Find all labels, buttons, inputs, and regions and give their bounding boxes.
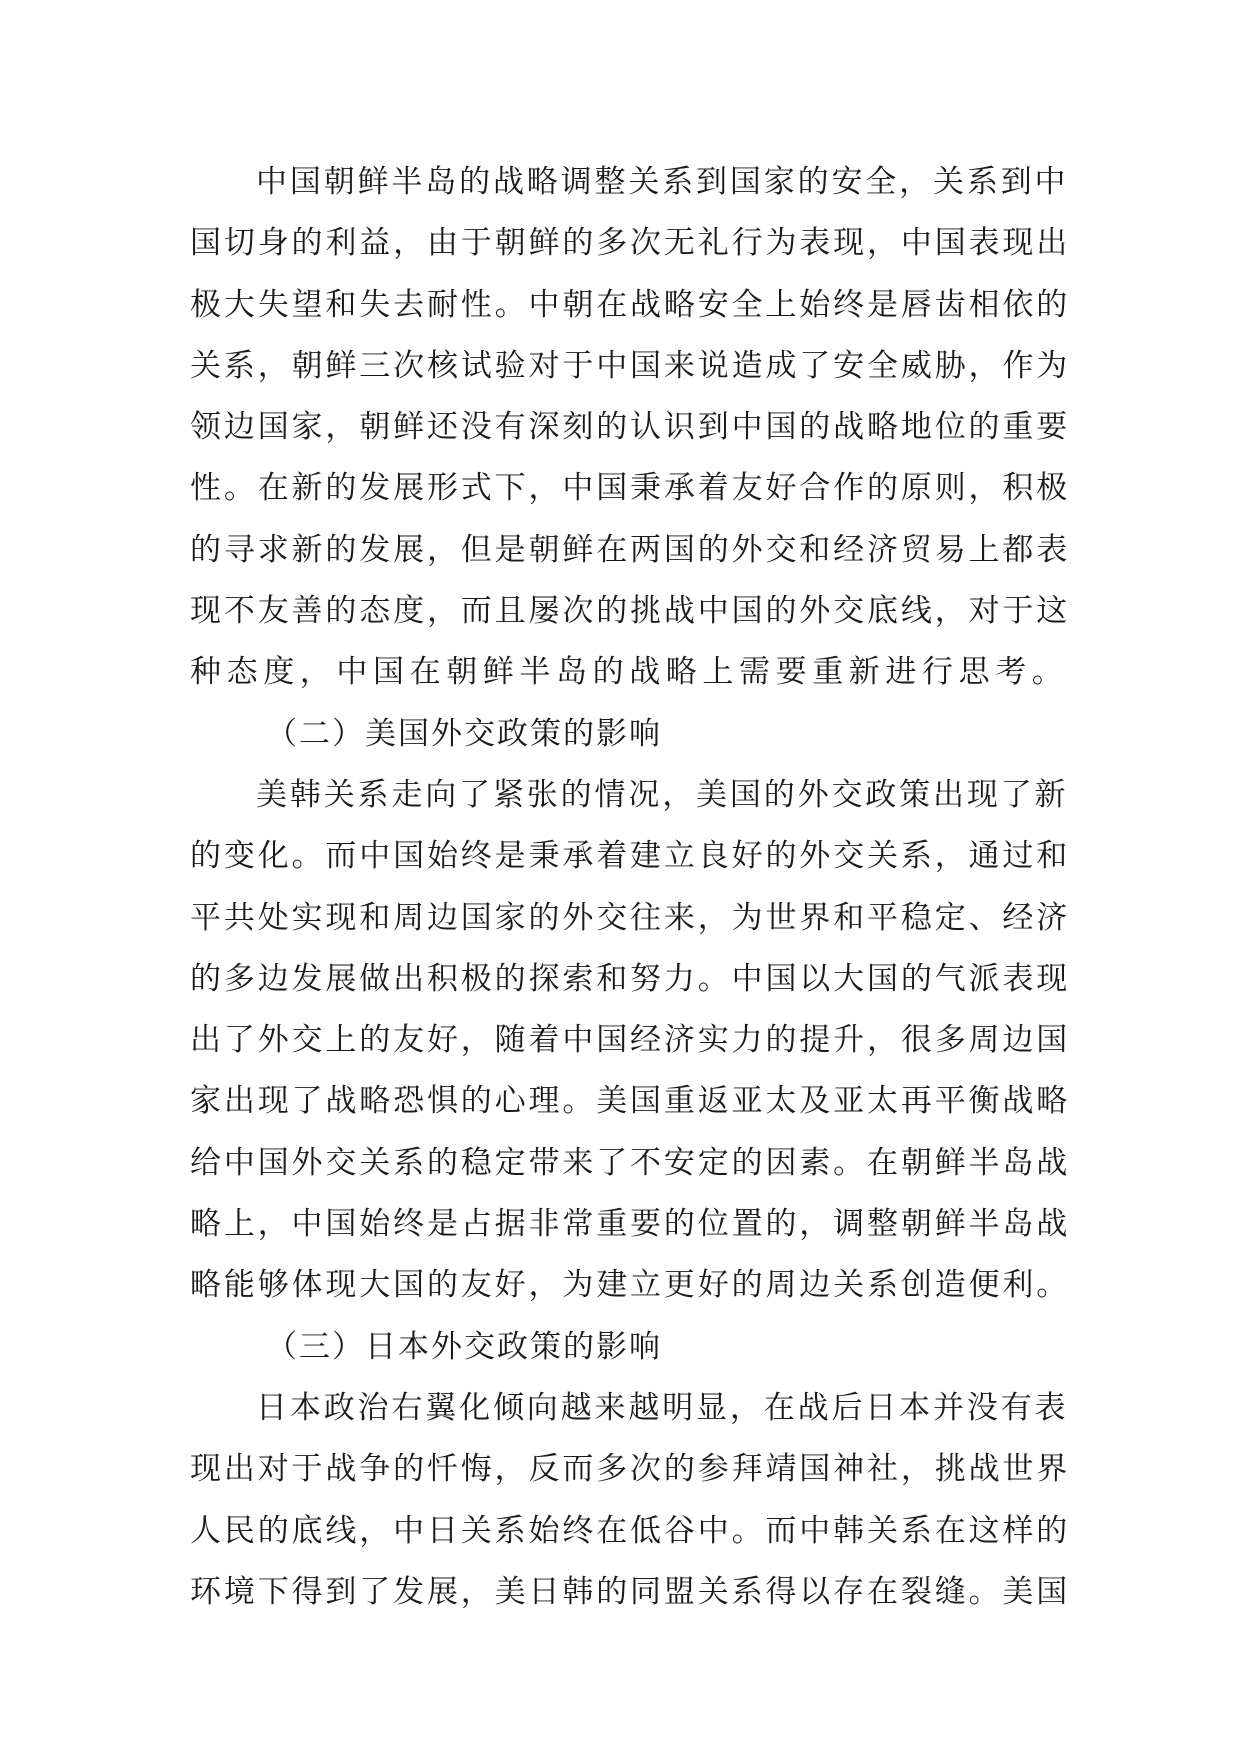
paragraph-2-line-1: 美韩关系走向了紧张的情况，美国的外交政策出现了新 [256,776,1069,813]
paragraph-3-line-1: 日本政治右翼化倾向越来越明显，在战后日本并没有表 [256,1389,1069,1426]
paragraph-2-line-6: 家出现了战略恐惧的心理。美国重返亚太及亚太再平衡战略 [190,1083,1071,1120]
paragraph-2-line-3: 平共处实现和周边国家的外交往来，为世界和平稳定、经济 [190,899,1071,936]
paragraph-1-line-5: 领边国家，朝鲜还没有深刻的认识到中国的战略地位的重要 [190,409,1071,446]
paragraph-1-line-7: 的寻求新的发展，但是朝鲜在两国的外交和经济贸易上都表 [190,531,1071,568]
paragraph-1-line-6: 性。在新的发展形式下，中国秉承着友好合作的原则，积极 [190,470,1071,507]
paragraph-2-line-4: 的多边发展做出积极的探索和努力。中国以大国的气派表现 [190,960,1071,997]
paragraph-2-line-8: 略上，中国始终是占据非常重要的位置的，调整朝鲜半岛战 [190,1206,1071,1243]
paragraph-1-line-1: 中国朝鲜半岛的战略调整关系到国家的安全，关系到中 [256,164,1069,200]
paragraph-2-line-7: 给中国外交关系的稳定带来了不安定的因素。在朝鲜半岛战 [190,1144,1071,1181]
paragraph-1-line-3: 极大失望和失去耐性。中朝在战略安全上始终是唇齿相依的 [190,286,1071,323]
document-body [190,152,1070,1623]
section-heading-2: （二）美国外交政策的影响 [266,715,662,752]
paragraph-1-line-4: 关系，朝鲜三次核试验对于中国来说造成了安全威胁，作为 [190,347,1071,384]
section-heading-3: （三）日本外交政策的影响 [266,1328,662,1365]
paragraph-3-line-2: 现出对于战争的忏悔，反而多次的参拜靖国神社，挑战世界 [190,1451,1071,1488]
paragraph-2-line-9: 略能够体现大国的友好，为建立更好的周边关系创造便利。 [190,1267,1071,1304]
paragraph-1-line-9: 种态度，中国在朝鲜半岛的战略上需要重新进行思考。 [190,654,1069,691]
paragraph-2-line-5: 出了外交上的友好，随着中国经济实力的提升，很多周边国 [190,1022,1071,1059]
paragraph-3-line-3: 人民的底线，中日关系始终在低谷中。而中韩关系在这样的 [190,1512,1071,1549]
paragraph-1-line-2: 国切身的利益，由于朝鲜的多次无礼行为表现，中国表现出 [190,225,1071,262]
paragraph-2-line-2: 的变化。而中国始终是秉承着建立良好的外交关系，通过和 [190,838,1071,875]
paragraph-3-line-4: 环境下得到了发展，美日韩的同盟关系得以存在裂缝。美国 [190,1573,1071,1610]
paragraph-1-line-8: 现不友善的态度，而且屡次的挑战中国的外交底线，对于这 [190,593,1071,630]
